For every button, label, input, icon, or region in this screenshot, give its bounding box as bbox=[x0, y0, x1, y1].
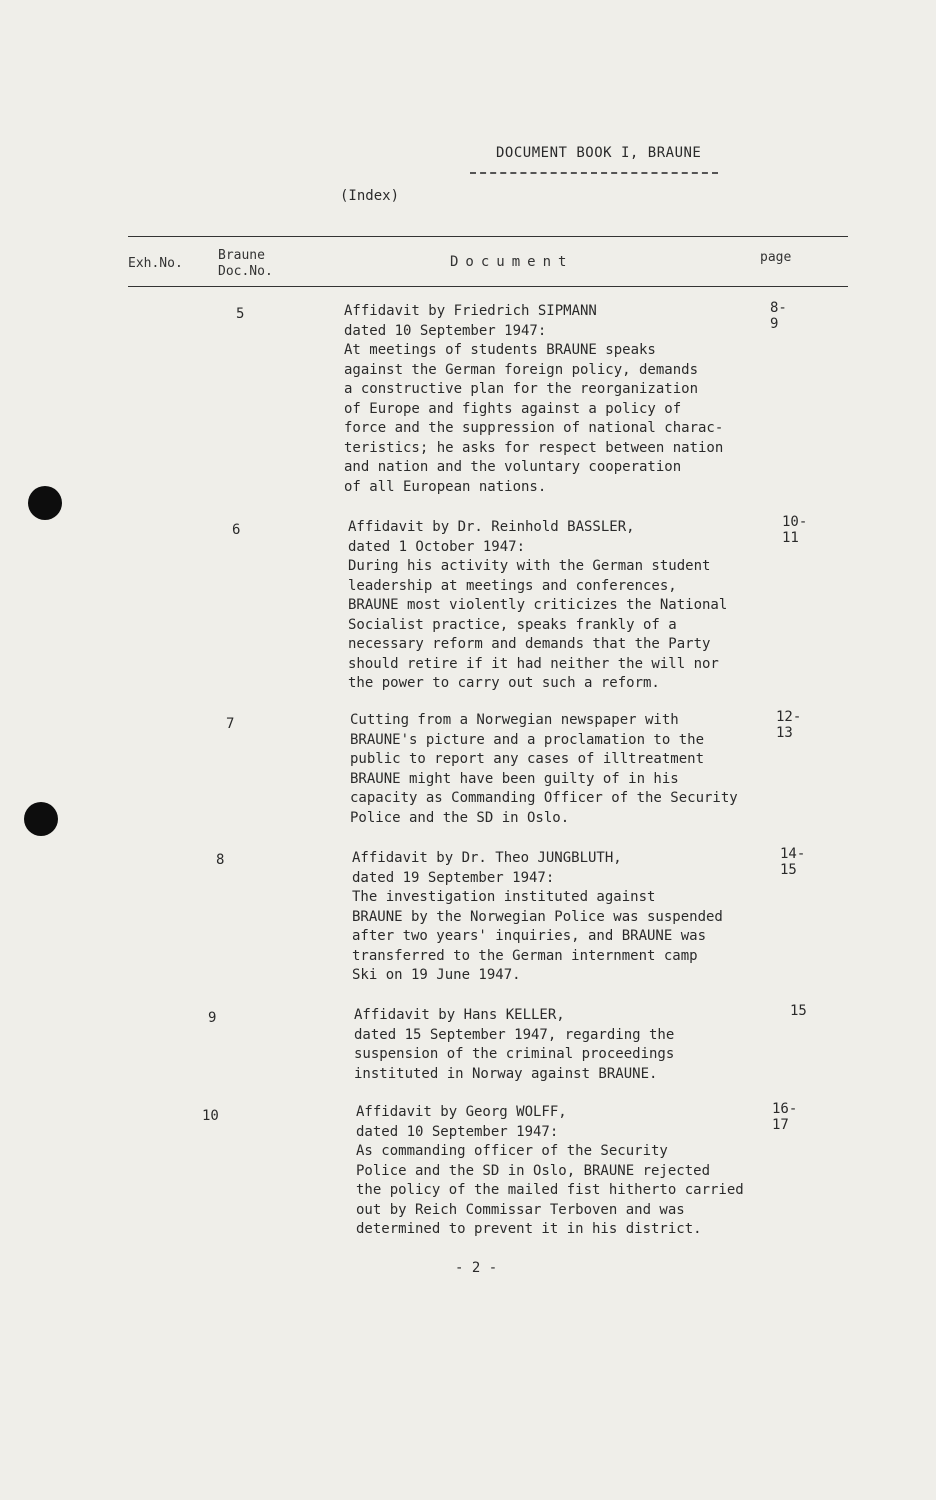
title-underline bbox=[470, 172, 718, 174]
page-range: 16-17 bbox=[772, 1101, 798, 1133]
column-exh-no: Exh.No. bbox=[128, 256, 183, 271]
entry-text: Affidavit by Friedrich SIPMANN dated 10 September 1947: At meetings of students BRAUNE speaks against the German foreign policy, demands a constructive plan for the reorganization of Europe and fights against a policy of force and the suppression of national charac- teristics; he asks for respect between nation and nation and the voluntary cooperation of all European nations. bbox=[344, 303, 724, 495]
page-number: - 2 - bbox=[455, 1260, 498, 1276]
page-range: 15 bbox=[790, 1003, 807, 1019]
page-range: 14-15 bbox=[780, 846, 806, 878]
column-document: Document bbox=[450, 254, 574, 270]
entry-text: Affidavit by Georg WOLFF, dated 10 September 1947: As commanding officer of the Security Police and the SD in Oslo, BRAUNE rejected the policy of the mailed fist hitherto carried out by Reich Commissar Terboven and was determined to prevent it in his district. bbox=[356, 1104, 744, 1237]
page-range: 10-11 bbox=[782, 514, 808, 546]
header-rule-bottom bbox=[128, 286, 848, 287]
page-range: 8-9 bbox=[770, 300, 787, 332]
punch-hole-bottom bbox=[24, 802, 58, 836]
exhibit-number: 10 bbox=[202, 1108, 219, 1124]
header-rule-top bbox=[128, 236, 848, 237]
document-title: DOCUMENT BOOK I, BRAUNE bbox=[496, 145, 702, 161]
exhibit-number: 7 bbox=[226, 716, 235, 732]
exhibit-number: 5 bbox=[236, 306, 245, 322]
column-page: page bbox=[760, 250, 792, 265]
column-braune-doc-no-line1: Braune bbox=[218, 248, 265, 263]
entry-text: Cutting from a Norwegian newspaper with BRAUNE's picture and a proclamation to the public to report any cases of illtreatment BRAUNE might have been guilty of in his capacity as Commanding Officer of the Security Police and the SD in Oslo. bbox=[350, 712, 738, 826]
index-label: (Index) bbox=[340, 188, 400, 204]
column-braune-doc-no-line2: Doc.No. bbox=[218, 264, 273, 279]
page-range: 12-13 bbox=[776, 709, 802, 741]
entry-text: Affidavit by Hans KELLER, dated 15 September 1947, regarding the suspension of the criminal proceedings instituted in Norway against BRAUNE. bbox=[354, 1007, 675, 1082]
exhibit-number: 9 bbox=[208, 1010, 217, 1026]
exhibit-number: 8 bbox=[216, 852, 225, 868]
punch-hole-top bbox=[28, 486, 62, 520]
entry-text: Affidavit by Dr. Theo JUNGBLUTH, dated 19 September 1947: The investigation instituted against BRAUNE by the Norwegian Police was suspended after two years' inquiries, and BRAUNE was transferred to the German internment camp Ski on 19 June 1947. bbox=[352, 850, 723, 983]
entry-text: Affidavit by Dr. Reinhold BASSLER, dated 1 October 1947: During his activity with the German student leadership at meetings and conferences, BRAUNE most violently criticizes the National Socialist practice, speaks frankly of a necessary reform and demands that the Party should retire if it had neither the will nor the power to carry out such a reform. bbox=[348, 519, 728, 691]
exhibit-number: 6 bbox=[232, 522, 241, 538]
